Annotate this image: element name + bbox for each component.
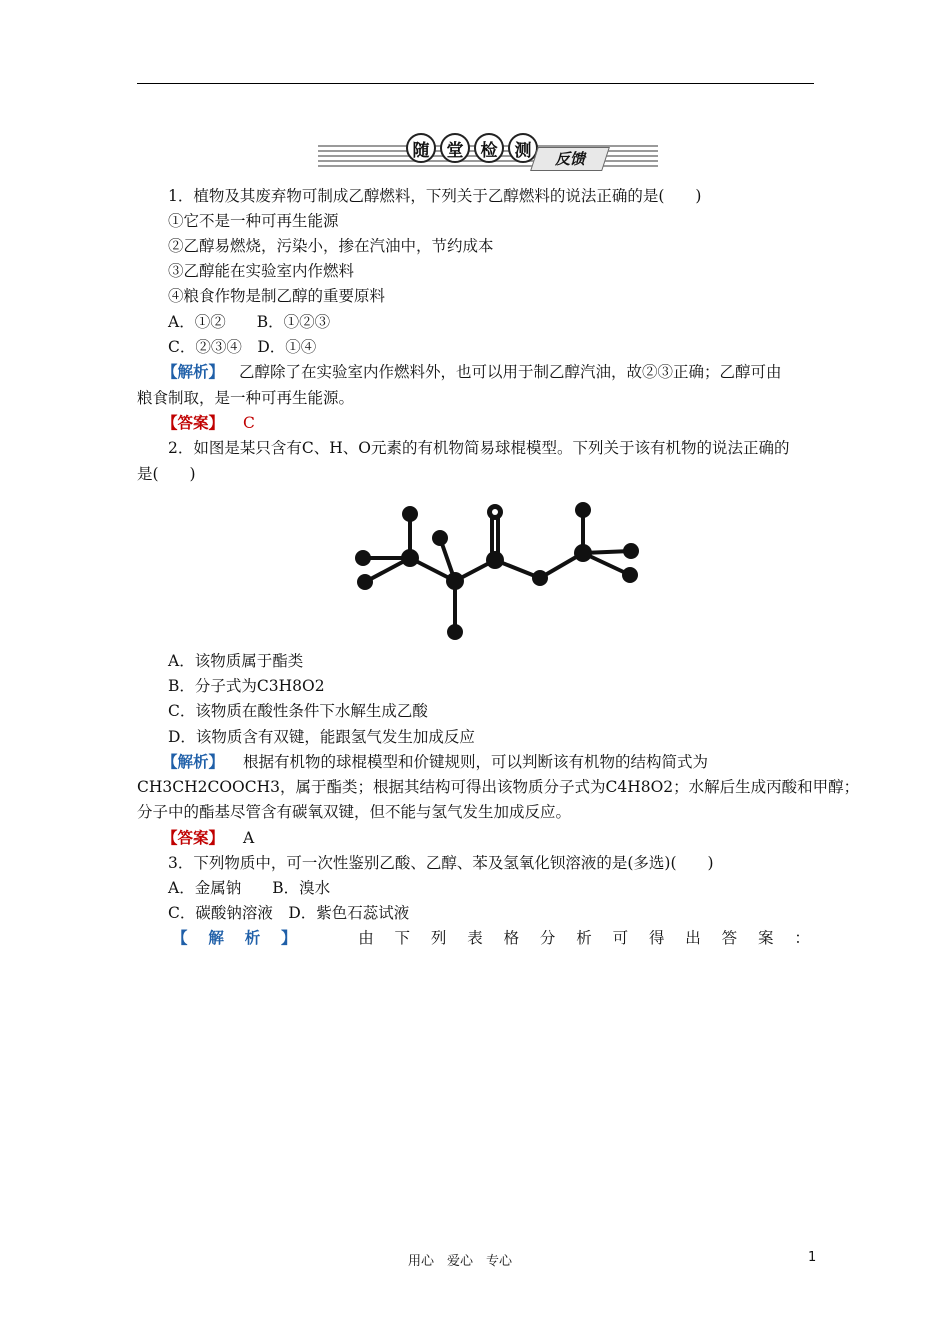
q2-answer-line <box>162 828 254 848</box>
page-number: 1 <box>808 1250 817 1265</box>
atom-carbon <box>486 551 504 569</box>
answer-tag: 【答案】 <box>162 828 225 847</box>
q2-analysis-text: 根据有机物的球棍模型和价键规则，可以判断该有机物的结构简式为 <box>242 753 708 771</box>
atom-carbon <box>401 549 419 567</box>
q1-analysis-line <box>162 362 781 382</box>
analysis-char: 下 <box>394 929 411 947</box>
analysis-char: 案 <box>757 929 774 947</box>
atom-hydrogen <box>355 550 371 566</box>
analysis-char: 析 <box>576 929 592 947</box>
q2-analysis-cont: CH3CH2COOCH3，属于酯类；根据其结构可得出该物质分子式为C4H8O2；水解后生成丙酸和甲醇； <box>137 778 860 796</box>
ball-and-stick-model <box>345 498 645 648</box>
q1-analysis-text: 乙醇除了在实验室内作燃料外，也可以用于制乙醇汽油，故②③正确；乙醇可由 <box>238 363 782 381</box>
analysis-char: 得 <box>648 929 665 947</box>
analysis-tag-char: 】 <box>281 928 297 947</box>
analysis-tag-char: 解 <box>208 928 224 947</box>
q3-analysis-line <box>172 928 810 948</box>
q3-option: A．金属钠 B．溴水 <box>168 879 331 897</box>
atom-hydrogen <box>447 624 463 640</box>
atom-hydrogen <box>402 506 418 522</box>
q1-options: C．②③④ D．①④ <box>168 338 317 356</box>
atom-hydrogen <box>622 567 638 583</box>
q2-option: D．该物质含有双键，能跟氢气发生加成反应 <box>168 728 475 746</box>
q1-item: ①它不是一种可再生能源 <box>168 212 339 230</box>
q1-answer: C <box>242 414 255 432</box>
q1-answer-line <box>162 413 255 433</box>
answer-tag: 【答案】 <box>162 413 225 432</box>
analysis-char: 可 <box>612 929 629 947</box>
atom-oxygen <box>532 570 548 586</box>
atom-carbon <box>574 544 592 562</box>
section-banner <box>318 131 658 175</box>
analysis-char: 格 <box>503 929 520 947</box>
q3-stem: 3．下列物质中，可一次性鉴别乙酸、乙醇、苯及氢氧化钡溶液的是(多选)( ) <box>168 854 714 872</box>
banner-subtitle-box <box>530 147 610 171</box>
atom-highlight <box>492 509 498 515</box>
atom-hydrogen <box>575 502 591 518</box>
q2-answer: A <box>242 829 255 847</box>
q3-analysis-justified <box>172 928 810 948</box>
analysis-char: 答 <box>721 929 738 947</box>
atom-hydrogen <box>432 530 448 546</box>
q2-option: B．分子式为C3H8O2 <box>168 677 325 695</box>
footer-slogan: 用心 爱心 专心 <box>408 1254 513 1269</box>
analysis-char: 由 <box>358 929 374 947</box>
q2-stem-cont: 是( ) <box>137 465 196 483</box>
analysis-tag: 【解析】 <box>162 362 225 381</box>
banner-subtitle: 反馈 <box>554 150 585 168</box>
spacer <box>317 928 337 948</box>
banner-char: 检 <box>474 133 504 163</box>
header-rule <box>137 83 814 84</box>
q2-analysis-cont: 分子中的酯基尽管含有碳氧双键，但不能与氢气发生加成反应。 <box>137 803 572 821</box>
q1-analysis-cont: 粮食制取，是一种可再生能源。 <box>137 389 355 407</box>
banner-char: 堂 <box>440 133 470 163</box>
analysis-char: 列 <box>430 929 447 947</box>
atom-hydrogen <box>623 543 639 559</box>
analysis-char: 出 <box>685 929 701 947</box>
q3-option: C．碳酸钠溶液 D．紫色石蕊试液 <box>168 904 410 922</box>
bonds <box>363 510 631 632</box>
analysis-tag-char: 析 <box>244 928 261 947</box>
q1-item: ②乙醇易燃烧，污染小，掺在汽油中，节约成本 <box>168 237 494 255</box>
q2-option: C．该物质在酸性条件下水解生成乙酸 <box>168 702 428 720</box>
q2-analysis-line <box>162 752 708 772</box>
atom-hydrogen <box>357 574 373 590</box>
q1-item: ③乙醇能在实验室内作燃料 <box>168 262 355 280</box>
analysis-tag: 【解析】 <box>162 752 225 771</box>
analysis-char: 表 <box>467 929 483 947</box>
q1-item: ④粮食作物是制乙醇的重要原料 <box>168 287 386 305</box>
analysis-char: ： <box>794 929 810 947</box>
analysis-tag-char: 【 <box>172 928 188 947</box>
banner-title <box>406 133 538 163</box>
q2-stem: 2．如图是某只含有C、H、O元素的有机物简易球棍模型。下列关于该有机物的说法正确的 <box>168 439 790 457</box>
atom-carbon <box>446 572 464 590</box>
analysis-char: 分 <box>539 929 556 947</box>
banner-char: 随 <box>406 133 436 163</box>
banner-char: 测 <box>508 133 538 163</box>
q1-options: A．①② B．①②③ <box>168 313 331 331</box>
q1-stem: 1．植物及其废弃物可制成乙醇燃料，下列关于乙醇燃料的说法正确的是( ) <box>168 187 702 205</box>
q2-option: A．该物质属于酯类 <box>168 652 304 670</box>
